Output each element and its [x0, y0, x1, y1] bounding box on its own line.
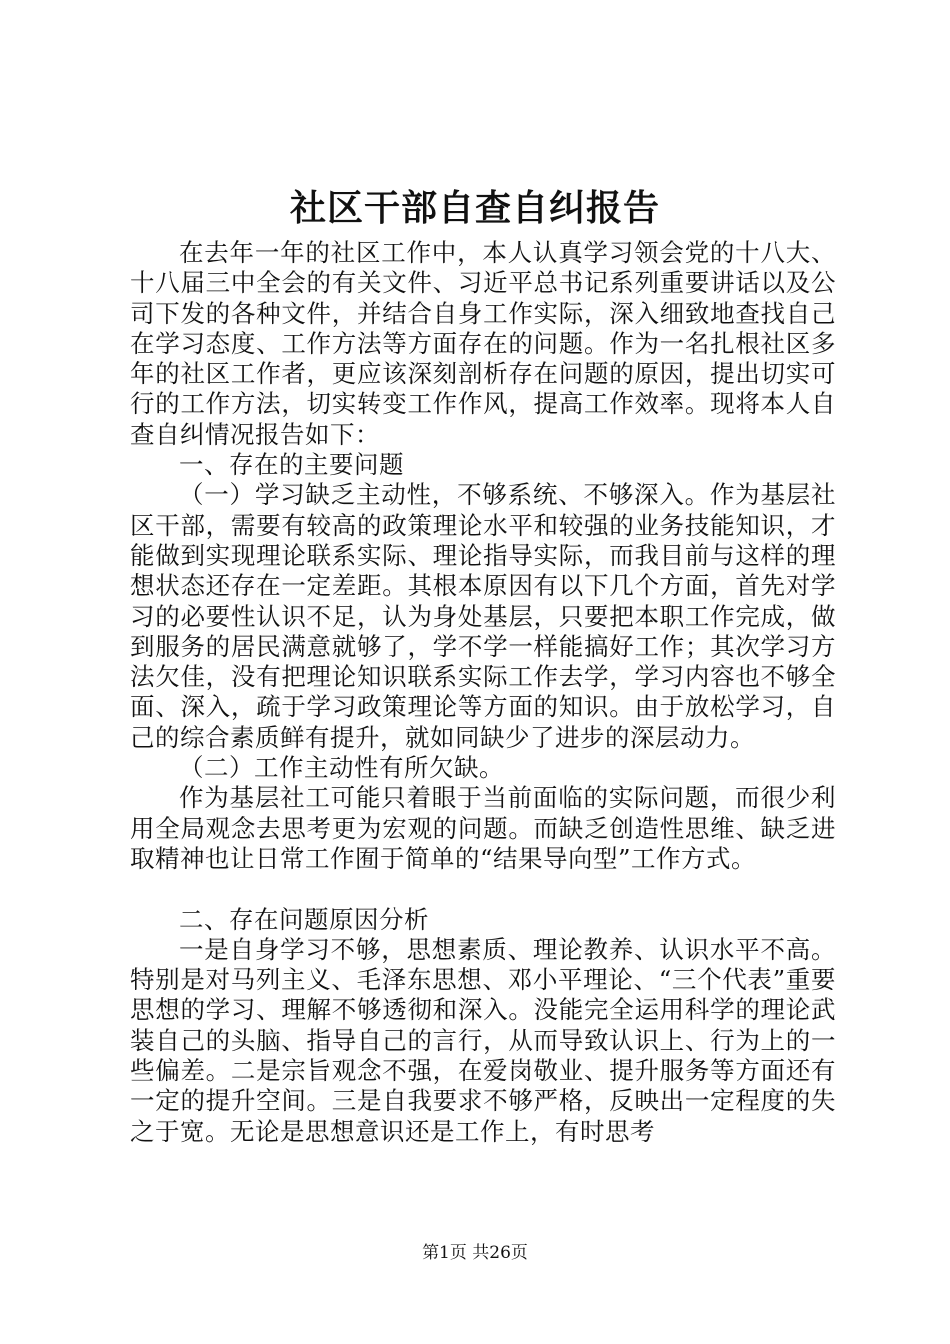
document-title: 社区干部自查自纠报告 — [289, 187, 660, 229]
document-body — [130, 238, 836, 1147]
section-heading-1: 一、存在的主要问题 — [179, 450, 404, 480]
analysis-paragraph: 一是自身学习不够，思想素质、理论教养、认识水平不高。特别是对马列主义、毛泽东思想、邓小平理论、“三个代表”重要思想的学习、理解不够透彻和深入。没能完全运用科学的理论武装自己的头脑、指导自己的言行，从而导致认识上、行为上的一些偏差。二是宗旨观念不强，在爱岗敬业、提升服务等方面还有一定的提升空间。三是自我要求不够严格，反映出一定程度的失之于宽。无论是思想意识还是工作上，有时思考 — [130, 934, 836, 1146]
subsection-1-paragraph: （一）学习缺乏主动性，不够系统、不够深入。作为基层社区干部，需要有较高的政策理论水平和较强的业务技能知识，才能做到实现理论联系实际、理论指导实际，而我目前与这样的理想状态还存在一定差距。其根本原因有以下几个方面，首先对学习的必要性认识不足，认为身处基层，只要把本职工作完成，做到服务的居民满意就够了，学不学一样能搞好工作；其次学习方法欠佳，没有把理论知识联系实际工作去学，学习内容也不够全面、深入，疏于学习政策理论等方面的知识。由于放松学习，自己的综合素质鲜有提升，就如同缺少了进步的深层动力。 — [130, 480, 836, 752]
intro-paragraph: 在去年一年的社区工作中，本人认真学习领会党的十八大、十八届三中全会的有关文件、习近平总书记系列重要讲话以及公司下发的各种文件，并结合自身工作实际，深入细致地查找自己在学习态度、工作方法等方面存在的问题。作为一名扎根社区多年的社区工作者，更应该深刻剖析存在问题的原因，提出切实可行的工作方法，切实转变工作作风，提高工作效率。现将本人自查自纠情况报告如下： — [130, 238, 836, 449]
subsection-2-heading: （二）工作主动性有所欠缺。 — [179, 753, 504, 783]
page-number-footer: 第1页 共26页 — [422, 1243, 528, 1263]
subsection-2-paragraph: 作为基层社工可能只着眼于当前面临的实际问题，而很少利用全局观念去思考更为宏观的问题。而缺乏创造性思维、缺乏进取精神也让日常工作囿于简单的“结果导向型”工作方式。 — [130, 783, 836, 873]
section-heading-2: 二、存在问题原因分析 — [179, 904, 429, 934]
